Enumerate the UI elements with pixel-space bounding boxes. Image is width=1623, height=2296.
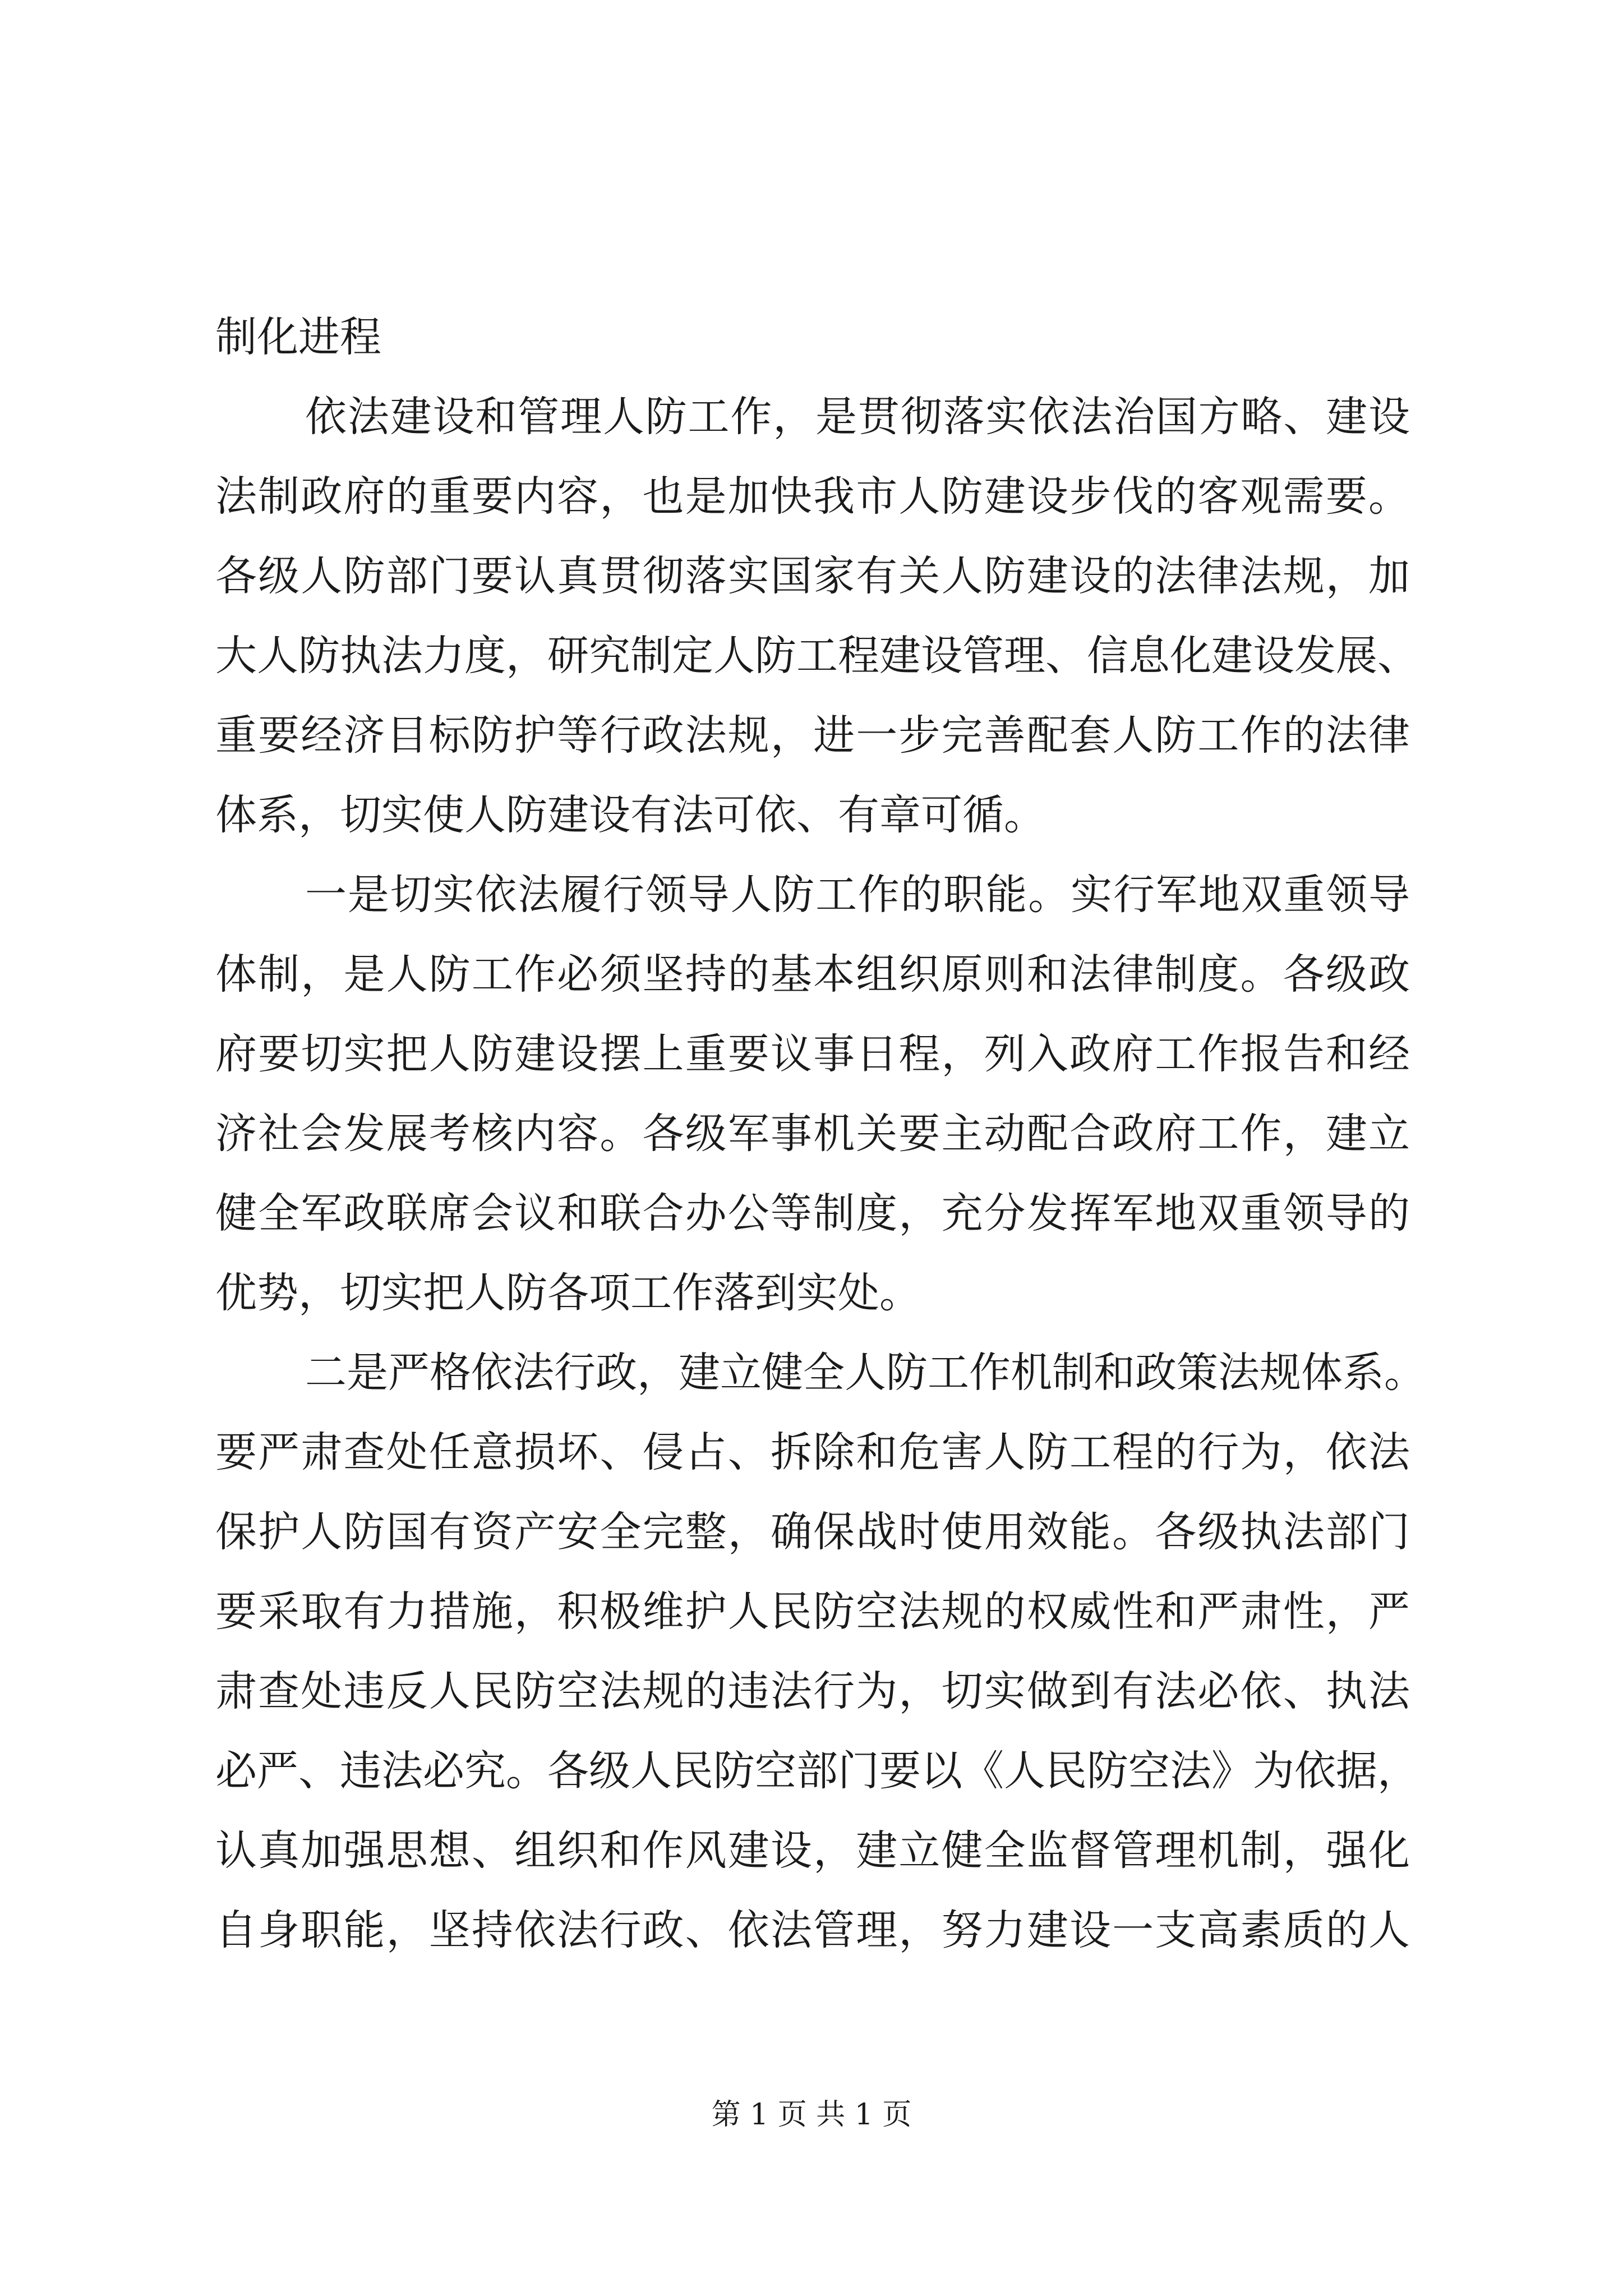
text-line: 府要切实把人防建设摆上重要议事日程，列入政府工作报告和经	[215, 1030, 1410, 1078]
paragraph-first-line: 二是严格依法行政，建立健全人防工作机制和政策法规体系。	[305, 1349, 1426, 1397]
paragraph-first-line: 一是切实依法履行领导人防工作的职能。实行军地双重领导	[305, 871, 1410, 919]
page-number-footer: 第 1 页 共 1 页	[711, 2098, 912, 2132]
text-line: 各级人防部门要认真贯彻落实国家有关人防建设的法律法规，加	[215, 552, 1410, 600]
paragraph-last-line: 优势，切实把人防各项工作落到实处。	[215, 1269, 921, 1317]
text-line: 必严、违法必究。各级人民防空部门要以《人民防空法》为依据，	[215, 1747, 1419, 1795]
text-line: 肃查处违反人民防空法规的违法行为，切实做到有法必依、执法	[215, 1667, 1410, 1715]
text-line: 济社会发展考核内容。各级军事机关要主动配合政府工作，建立	[215, 1110, 1410, 1158]
text-line: 法制政府的重要内容，也是加快我市人防建设步伐的客观需要。	[215, 472, 1410, 521]
paragraph-last-line: 体系，切实使人防建设有法可依、有章可循。	[215, 791, 1045, 839]
text-line: 要严肃查处任意损坏、侵占、拆除和危害人防工程的行为，依法	[215, 1428, 1410, 1476]
text-line: 保护人防国有资产安全完整，确保战时使用效能。各级执法部门	[215, 1508, 1410, 1556]
text-line: 健全军政联席会议和联合办公等制度，充分发挥军地双重领导的	[215, 1189, 1410, 1237]
text-line: 体制，是人防工作必须坚持的基本组织原则和法律制度。各级政	[215, 950, 1410, 999]
text-line: 认真加强思想、组织和作风建设，建立健全监督管理机制，强化	[215, 1826, 1410, 1875]
paragraph-first-line: 依法建设和管理人防工作，是贯彻落实依法治国方略、建设	[305, 393, 1410, 441]
text-line: 大人防执法力度，研究制定人防工程建设管理、信息化建设发展、	[215, 632, 1419, 680]
text-line: 制化进程	[215, 313, 381, 361]
body-text	[215, 297, 1426, 1970]
text-line: 自身职能，坚持依法行政、依法管理，努力建设一支高素质的人	[215, 1906, 1410, 1954]
text-line: 要采取有力措施，积极维护人民防空法规的权威性和严肃性，严	[215, 1588, 1410, 1636]
text-line: 重要经济目标防护等行政法规，进一步完善配套人防工作的法律	[215, 711, 1410, 760]
